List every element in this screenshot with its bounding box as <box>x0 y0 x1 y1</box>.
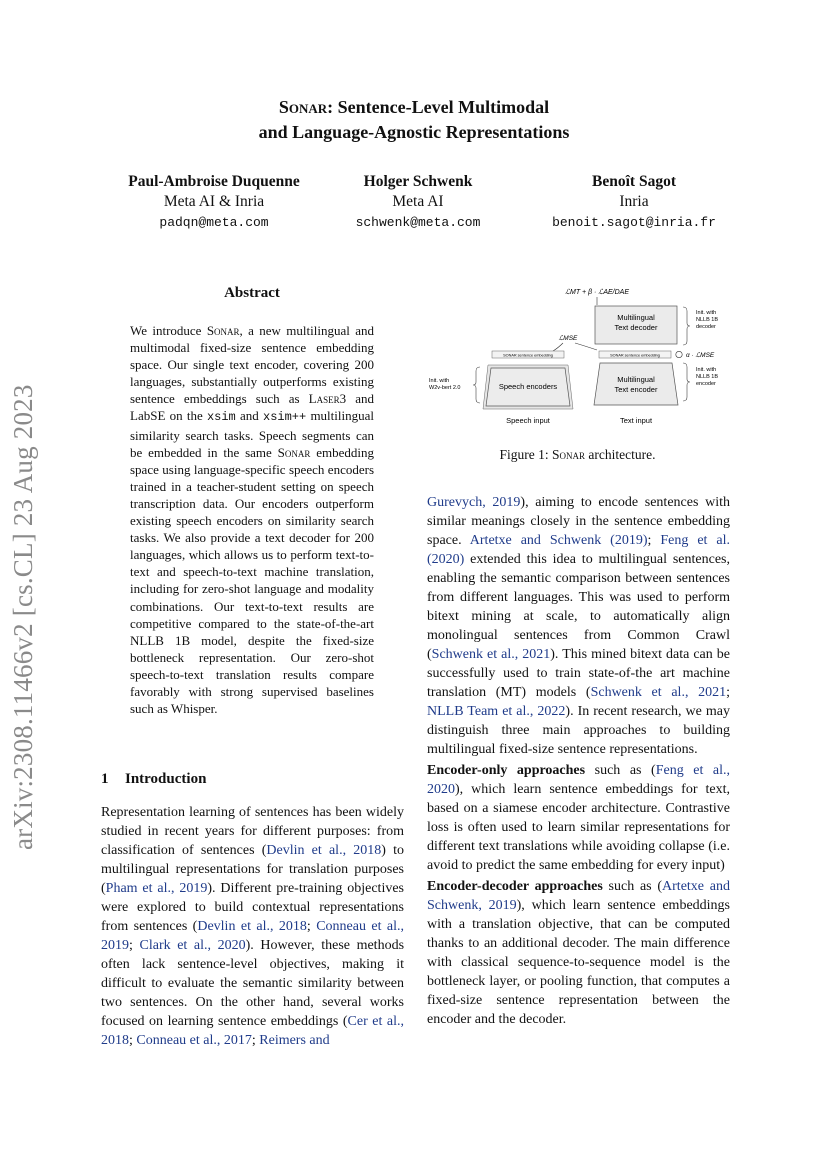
init-encoder-line2: NLLB 1B <box>696 374 719 380</box>
citation-link[interactable]: Artetxe and Schwenk (2019) <box>469 533 648 548</box>
citation-link[interactable]: Feng et al., 2020 <box>427 763 730 797</box>
body-text: ). Different pre-training objectives were explored to build contextual representations from sentences ( <box>101 881 404 934</box>
citation-link[interactable]: Conneau et al., 2017 <box>136 1033 252 1048</box>
author-affiliation: Meta AI & Inria <box>163 193 265 210</box>
title-line1: : Sentence-Level Multimodal <box>327 97 550 117</box>
abstract-xsimpp: xsim++ <box>263 410 307 425</box>
caption-text: architecture. <box>585 447 656 462</box>
figure-caption <box>425 447 730 463</box>
mse-arrow-right <box>575 343 597 350</box>
citation-link[interactable]: Reimers and <box>259 1033 330 1048</box>
caption-text: Figure 1: <box>499 447 553 462</box>
brace-w2v <box>473 367 480 403</box>
abstract-laser: Laser <box>308 391 340 407</box>
run-in-heading: Encoder-decoder approaches <box>427 879 603 894</box>
text-input-label: Text input <box>619 416 653 425</box>
author-email: schwenk@meta.com <box>355 215 481 230</box>
body-text: ), which learn sentence embeddings with a translation objective, that can be computed thanks to an additional decoder. The main difference with classical sequence-to-sequence model is the bottleneck layer, or pooling function, that computes a fixed-size sentence representation between the encoder and the decoder. <box>427 898 730 1027</box>
paragraph <box>427 493 730 759</box>
alpha-mse-label: α · ℒMSE <box>686 352 715 359</box>
section-title: Introduction <box>125 771 207 787</box>
text-encoder-label-1: Multilingual <box>617 375 655 384</box>
mse-label: ℒMSE <box>558 335 578 342</box>
architecture-figure <box>425 283 730 433</box>
citation-link[interactable]: Gurevych, 2019 <box>427 495 521 510</box>
author-block-2 <box>338 172 498 233</box>
intro-left-column <box>101 803 404 1050</box>
section-heading <box>101 771 206 788</box>
caption-sonar: Sonar <box>552 447 586 462</box>
author-affiliation: Inria <box>619 193 649 210</box>
citation-link[interactable]: Devlin et al., 2018 <box>266 843 382 858</box>
init-w2v-line1: Init. with <box>429 378 450 384</box>
abstract-body <box>130 322 374 717</box>
citation-link[interactable]: Feng et al. (2020) <box>427 533 731 567</box>
arxiv-stamp <box>4 360 44 850</box>
author-email: benoit.sagot@inria.fr <box>552 215 716 230</box>
title-line2: and Language-Agnostic Representations <box>258 122 570 142</box>
body-text: ), which learn sentence embeddings for text, based on a siamese encoder architecture. Contrastive loss is often used to learn similar representations for different text translations while avoiding collapse (i.e. avoid to predict the same embedding for every input) <box>427 782 730 873</box>
intro-right-column <box>427 493 730 1029</box>
text-encoder-label-2: Text encoder <box>614 385 658 394</box>
abstract-text: multilingual similarity search tasks. Speech segments can be embedded in the same <box>130 408 374 460</box>
mse-circle <box>676 351 682 357</box>
citation-link[interactable]: Schwenk et al., 2021 <box>590 685 727 700</box>
citation-link[interactable]: Schwenk et al., 2021 <box>431 647 551 662</box>
text-decoder-label-1: Multilingual <box>617 313 655 322</box>
brace-decoder <box>683 307 690 345</box>
body-text: ). This mined bitext data can be successfully used to train state-of-the art machine translation (MT) models ( <box>427 647 731 700</box>
body-text: ), aiming to encode sentences with similar meanings closely in the sentence embedding space. <box>427 495 731 548</box>
paragraph <box>427 761 730 875</box>
init-encoder-line1: Init. with <box>696 367 717 373</box>
body-text: ; <box>647 533 661 548</box>
speech-embedding-label: SONAR sentence embedding <box>503 353 553 358</box>
citation-link[interactable]: Pham et al., 2019 <box>105 881 208 896</box>
abstract-sonar: Sonar <box>277 444 311 460</box>
author-name: Paul-Ambroise Duquenne <box>128 173 300 190</box>
author-name: Benoît Sagot <box>592 173 676 190</box>
abstract-heading: Abstract <box>224 285 280 301</box>
citation-link[interactable]: Devlin et al., 2018 <box>197 919 307 934</box>
body-text: ; <box>251 1033 260 1048</box>
author-block-1 <box>114 172 314 233</box>
text-encoder-box <box>594 363 678 405</box>
arxiv-stamp-text: arXiv:2308.11466v2 [cs.CL] 23 Aug 2023 <box>8 384 38 850</box>
citation-link[interactable]: Artetxe and Schwenk, 2019 <box>427 879 730 913</box>
author-block-3 <box>534 172 734 233</box>
mse-arrow-left <box>553 343 563 351</box>
paper-title <box>0 95 828 145</box>
text-embedding-label: SONAR sentence embedding <box>610 353 660 358</box>
abstract-text: 3 and LabSE on the <box>130 391 375 424</box>
body-text: extended this idea to multilingual sentences, enabling the semantic comparison between sentences from different languages. This was used to perform bitext mining at scale, to automatically align monolingual sentences from Common Crawl ( <box>427 552 730 662</box>
title-sonar: Sonar <box>278 97 328 117</box>
init-w2v-line2: W2v-bert 2.0 <box>429 385 461 391</box>
author-affiliation: Meta AI <box>392 193 444 210</box>
init-decoder-line1: Init. with <box>696 310 717 316</box>
body-text: Representation learning of sentences has been widely studied in recent years for different purposes: from classification of sentences ( <box>101 805 404 858</box>
abstract-text: and <box>235 408 263 424</box>
init-decoder-line3: decoder <box>696 324 716 330</box>
run-in-heading: Encoder-only approaches <box>427 763 586 778</box>
init-encoder-line3: encoder <box>696 381 716 387</box>
body-text: ) to multilingual representations for translation purposes ( <box>101 843 405 896</box>
body-text: ; <box>129 1033 137 1048</box>
speech-input-label: Speech input <box>506 416 550 425</box>
abstract-xsim: xsim <box>206 410 236 425</box>
brace-encoder <box>683 363 690 401</box>
author-name: Holger Schwenk <box>363 173 473 190</box>
top-loss-label: ℒMT + β · ℒAE/DAE <box>564 289 630 296</box>
text-decoder-label-2: Text decoder <box>614 323 658 332</box>
abstract-sonar: Sonar <box>206 323 240 338</box>
body-text: ; <box>726 685 731 700</box>
abstract-text: , a new multilingual and multimodal fixed-size sentence embedding space. Our single text encoder, covering 200 languages, substantially outperforms existing sentence embeddings such as <box>130 323 374 407</box>
citation-link[interactable]: NLLB Team et al., 2022 <box>427 704 566 719</box>
body-text: ). However, these methods often lack sentence-level objectives, making it difficult to evaluate the semantic similarity between two sentences. On the other hand, several works focused on learning sentence embeddings ( <box>101 938 405 1029</box>
author-email: padqn@meta.com <box>159 215 269 230</box>
body-text: ; <box>306 919 317 934</box>
citation-link[interactable]: Clark et al., 2020 <box>139 938 246 953</box>
abstract-text: We introduce <box>130 323 207 338</box>
paragraph <box>427 877 730 1029</box>
init-decoder-line2: NLLB 1B <box>696 317 719 323</box>
body-text: such as ( <box>585 763 656 778</box>
body-text: such as ( <box>602 879 663 894</box>
speech-encoders-label: Speech encoders <box>498 382 558 391</box>
citation-link[interactable]: Conneau et al., 2019 <box>101 919 404 953</box>
body-text: ). In recent research, we may distinguish three main approaches to building multilingual fixed-size sentence representations. <box>427 704 730 757</box>
abstract-text: embedding space using language-specific speech encoders trained in a teacher-student setting on speech transcription data. Our encoders outperform existing speech encoders on similarity search tasks. We also provide a text decoder for 200 languages, which allows us to perform text-to-text and speech-to-text machine translation, including for zero-shot language and modality combinations. Our text-to-text results are competitive compared to the state-of-the-art NLLB 1B model, despite the fixed-size bottleneck representation. Our zero-shot speech-to-text translation results compare favorably with strong supervised baselines such as Whisper. <box>130 444 375 717</box>
section-number: 1 <box>101 771 109 787</box>
body-text: ; <box>129 938 140 953</box>
citation-link[interactable]: Cer et al., 2018 <box>101 1014 404 1048</box>
